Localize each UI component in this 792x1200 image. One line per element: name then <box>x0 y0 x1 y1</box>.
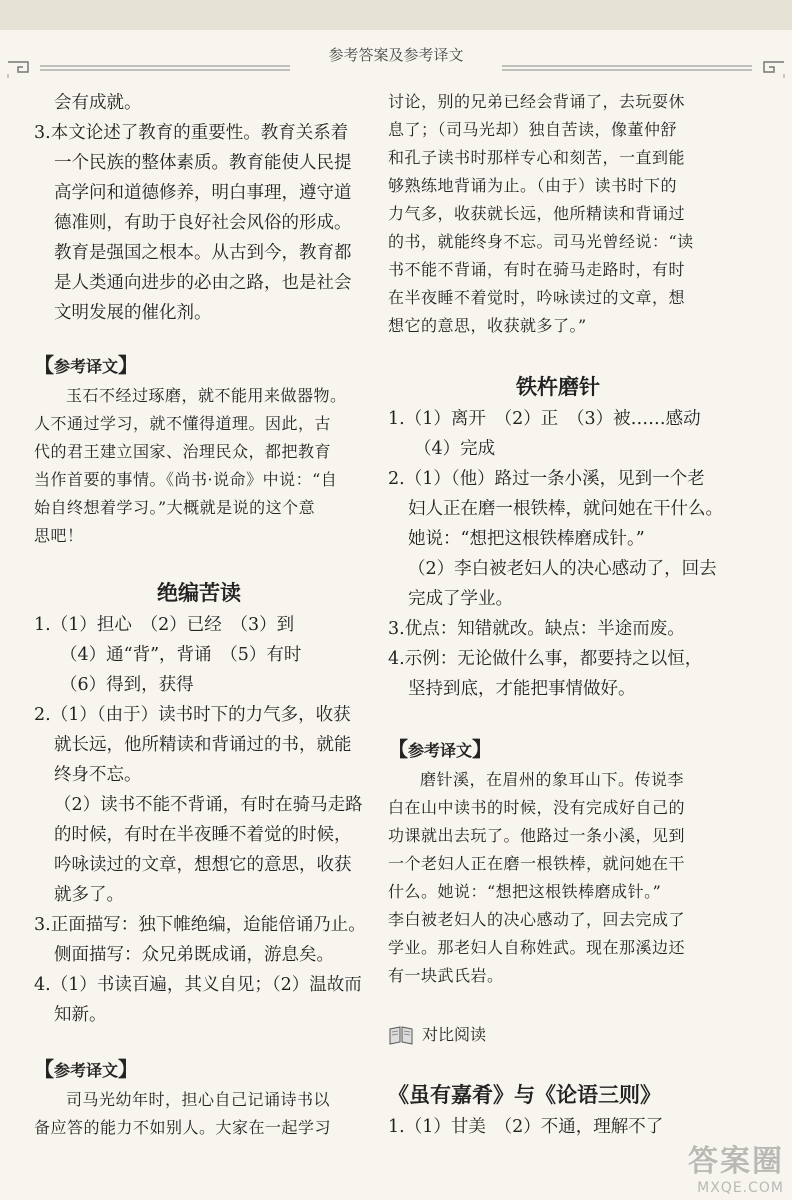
translation-line: 在半夜睡不着觉时，吟咏读过的文章，想 <box>388 288 686 307</box>
answer-line: 终身不忘。 <box>54 765 142 785</box>
header-border-ornament <box>0 0 792 78</box>
answer-line: 2.（1）（由于）读书时下的力气多，收获 <box>34 705 351 725</box>
translation-line: 有一块武氏岩。 <box>388 966 504 985</box>
translation-line: 书不能不背诵，有时在骑马走路时，有时 <box>388 260 686 279</box>
translation-line: 和孔子读书时那样专心和刻苦，一直到能 <box>388 148 686 167</box>
translation-line: 备应答的能力不如别人。大家在一起学习 <box>34 1118 332 1137</box>
comparative-reading-label: 对比阅读 <box>388 1020 728 1050</box>
translation-line: 讨论，别的兄弟已经会背诵了，去玩耍休 <box>388 92 686 111</box>
translation-line: 司马光幼年时，担心自己记诵诗书以 <box>66 1090 331 1109</box>
answer-line: （2）李白被老妇人的决心感动了，回去 <box>408 559 717 579</box>
answer-line: 3.正面描写：独下帷绝编，迨能倍诵乃止。 <box>34 915 366 935</box>
translation-line: 人不通过学习，就不懂得道理。因此，古 <box>34 414 332 433</box>
site-watermark <box>688 1136 784 1196</box>
translation-line: 李白被老妇人的决心感动了，回去完成了 <box>388 910 686 929</box>
watermark-logo-text: 答案圈 <box>688 1144 784 1179</box>
answer-line: 1.（1）离开 （2）正 （3）被……感动 <box>388 409 701 429</box>
answer-line: 一个民族的整体素质。教育能使人民提 <box>54 153 352 173</box>
translation-line: 息了；（司马光却）独自苦读，像董仲舒 <box>388 120 678 139</box>
section-title: 《虽有嘉肴》与《论语三则》 <box>388 1083 661 1107</box>
answer-line: 她说：“想把这根铁棒磨成针。” <box>408 529 645 549</box>
answer-line: 1.（1）担心 （2）已经 （3）到 <box>34 615 295 635</box>
page-header <box>0 0 792 78</box>
answer-line: 吟咏读过的文章，想想它的意思，收获 <box>54 855 352 875</box>
translation-line: 想它的意思，收获就多了。” <box>388 316 587 335</box>
translation-line: 够熟练地背诵为止。（由于）读书时下的 <box>388 176 678 195</box>
translation-line: 玉石不经过琢磨，就不能用来做器物。 <box>66 386 347 405</box>
answer-line: （2）读书不能不背诵，有时在骑马走路 <box>54 795 363 815</box>
answer-line: 会有成就。 <box>54 93 142 113</box>
answer-line: 3.本文论述了教育的重要性。教育关系着 <box>34 123 349 143</box>
translation-line: 功课就出去玩了。他路过一条小溪，见到 <box>388 826 686 845</box>
answer-line: 文明发展的催化剂。 <box>54 303 212 323</box>
translation-line: 当作首要的事情。《尚书·说命》中说：“自 <box>34 470 338 489</box>
translation-line: 力气多，收获就长远，他所精读和背诵过 <box>388 204 686 223</box>
book-icon <box>388 1025 414 1045</box>
answer-line: （4）通“背”，背诵 （5）有时 <box>60 645 302 665</box>
answer-line: 4.（1）书读百遍，其义自见；（2）温故而 <box>34 975 362 995</box>
answer-line: 妇人正在磨一根铁棒，就问她在干什么。 <box>408 499 723 519</box>
header-title: 参考答案及参考译文 <box>328 46 464 64</box>
answer-line: 3.优点：知错就改。缺点：半途而废。 <box>388 619 685 639</box>
answer-line: 德准则，有助于良好社会风俗的形成。 <box>54 213 352 233</box>
section-title: 铁杵磨针 <box>516 375 600 399</box>
right-column <box>388 88 728 1142</box>
answer-line: 就长远，他所精读和背诵过的书，就能 <box>54 735 352 755</box>
translation-line: 代的君王建立国家、治理民众，都把教育 <box>34 442 332 461</box>
answer-line: 教育是强国之根本。从古到今，教育都 <box>54 243 352 263</box>
translation-line: 思吧！ <box>34 526 84 545</box>
answer-line: 4.示例：无论做什么事，都要持之以恒， <box>388 649 703 669</box>
left-column <box>34 88 364 1142</box>
answer-line: 知新。 <box>54 1005 107 1025</box>
translation-line: 磨针溪，在眉州的象耳山下。传说李 <box>420 770 685 789</box>
section-title: 绝编苦读 <box>157 581 241 605</box>
answer-line: 完成了学业。 <box>408 589 513 609</box>
answer-line: 侧面描写：众兄弟既成诵，游息矣。 <box>54 945 334 965</box>
answer-line: 就多了。 <box>54 885 124 905</box>
reference-translation-heading: 【参考译文】 <box>34 353 139 377</box>
reference-translation-heading: 【参考译文】 <box>388 737 493 761</box>
answer-line: 1.（1）甘美 （2）不通，理解不了 <box>388 1117 664 1137</box>
answer-line: （4）完成 <box>414 439 496 459</box>
translation-line: 始自终想着学习。”大概就是说的这个意 <box>34 498 316 517</box>
answer-line: 是人类通向进步的必由之路，也是社会 <box>54 273 352 293</box>
translation-line: 学业。那老妇人自称姓武。现在那溪边还 <box>388 938 686 957</box>
translation-line: 白在山中读书的时候，没有完成好自己的 <box>388 798 686 817</box>
reference-translation-heading: 【参考译文】 <box>34 1057 139 1081</box>
answer-line: 的时候，有时在半夜睡不着觉的时候， <box>54 825 352 845</box>
watermark-url: MXQE.COM <box>697 1180 784 1196</box>
translation-line: 的书，就能终身不忘。司马光曾经说：“读 <box>388 232 694 251</box>
translation-line: 一个老妇人正在磨一根铁棒，就问她在干 <box>388 854 686 873</box>
answer-line: （6）得到，获得 <box>60 675 194 695</box>
answer-line: 高学问和道德修养，明白事理，遵守道 <box>54 183 352 203</box>
answer-line: 2.（1）（他）路过一条小溪，见到一个老 <box>388 469 705 489</box>
translation-line: 什么。她说：“想把这根铁棒磨成针。” <box>388 882 662 901</box>
answer-line: 坚持到底，才能把事情做好。 <box>408 679 636 699</box>
